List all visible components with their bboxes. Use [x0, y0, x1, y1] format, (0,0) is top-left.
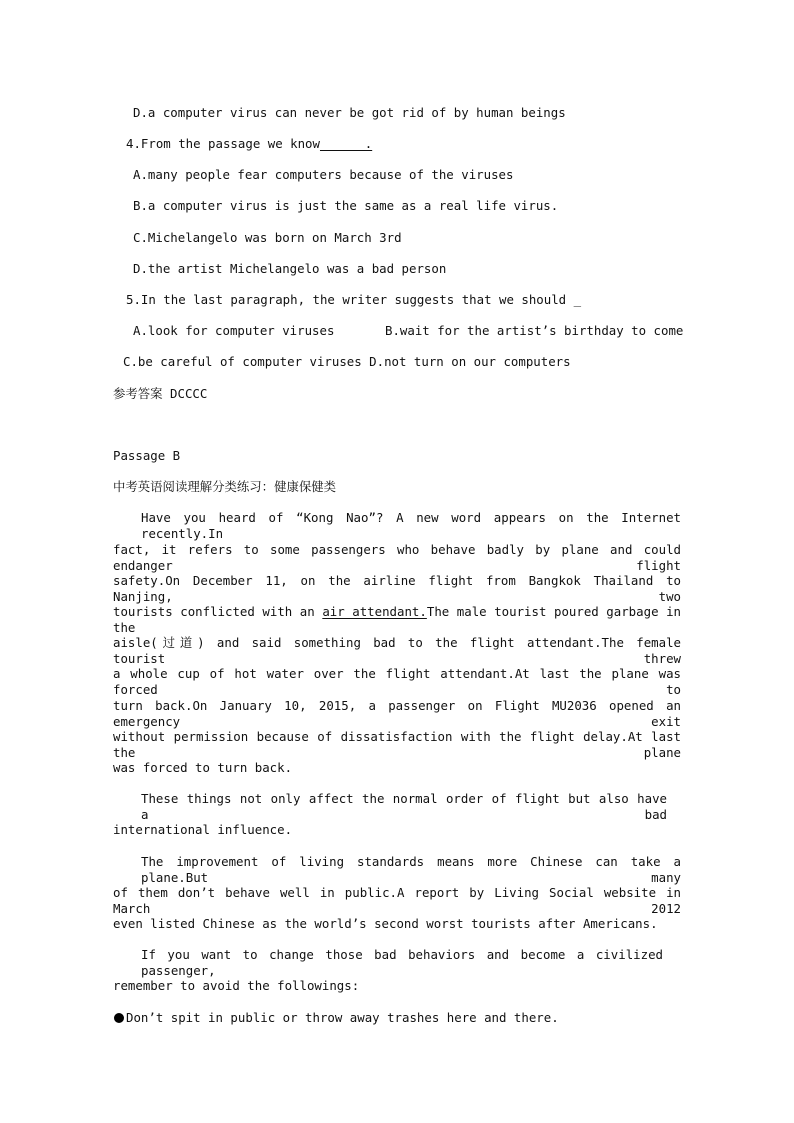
q5-option-cd: C.be careful of computer viruses D.not turn on our computers	[123, 354, 571, 369]
p4-line-1: If you want to change those bad behaviors and become a civilized passenger,	[141, 947, 663, 978]
q4-option-b: B.a computer virus is just the same as a real life virus.	[133, 198, 559, 213]
p3-line-1: The improvement of living standards means more Chinese can take a plane.But many	[141, 854, 681, 885]
q5-option-b: B.wait for the artist’s birthday to come	[385, 323, 684, 338]
q4-option-a: A.many people fear computers because of the viruses	[133, 167, 514, 182]
p2-line-1: These things not only affect the normal order of flight but also have a bad	[141, 791, 667, 822]
p1-line-3: safety.On December 11, on the airline flight from Bangkok Thailand to Nanjing, two	[113, 573, 681, 604]
p3-line-3: even listed Chinese as the world’s second worst tourists after Americans.	[113, 916, 658, 931]
q4-stem-text: 4.From the passage we know	[126, 136, 320, 151]
bullet-text: Don’t spit in public or throw away trashes here and there.	[126, 1010, 559, 1025]
p1-line-1: Have you heard of “Kong Nao”? A new word appears on the Internet recently.In	[141, 510, 681, 541]
p1-line-4-start: tourists conflicted with an	[113, 604, 315, 619]
passage-heading: Passage B	[113, 448, 181, 463]
p1-line-7: turn back.On January 10, 2015, a passenger on Flight MU2036 opened an emergency exit	[113, 698, 681, 729]
p1-line-4-end: The male tourist poured garbage in the	[113, 604, 682, 635]
p1-line-4	[113, 604, 681, 636]
p1-line-5: aisle(过道) and said something bad to the flight attendant.The female tourist threw	[113, 635, 681, 666]
q4-option-d: D.the artist Michelangelo was a bad person	[133, 261, 447, 276]
air-attendant-underlined: air attendant.	[322, 604, 427, 619]
q4-blank: ______.	[319, 136, 373, 151]
q5-option-a: A.look for computer viruses	[133, 323, 335, 338]
answer-key: 参考答案 DCCCC	[113, 386, 208, 401]
q5-stem: 5.In the last paragraph, the writer suggests that we should _	[126, 292, 582, 307]
bullet-item	[114, 1010, 559, 1026]
q4-option-c: C.Michelangelo was born on March 3rd	[133, 230, 402, 245]
p3-line-2: of them don’t behave well in public.A report by Living Social website in March 2012	[113, 885, 681, 916]
p1-line-2: fact, it refers to some passengers who behave badly by plane and could endanger flight	[113, 542, 681, 573]
bullet-icon	[114, 1013, 124, 1023]
p1-line-9: was forced to turn back.	[113, 760, 293, 775]
p2-line-2: international influence.	[113, 822, 293, 837]
p1-line-6: a whole cup of hot water over the flight attendant.At last the plane was forced to	[113, 666, 681, 697]
p1-line-8: without permission because of dissatisfaction with the flight delay.At last the plane	[113, 729, 681, 760]
q3-option-d: D.a computer virus can never be got rid of by human beings	[133, 105, 566, 120]
q4-stem	[126, 136, 372, 152]
passage-subtitle: 中考英语阅读理解分类练习：健康保健类	[113, 479, 337, 494]
p4-line-2: remember to avoid the followings:	[113, 978, 360, 993]
